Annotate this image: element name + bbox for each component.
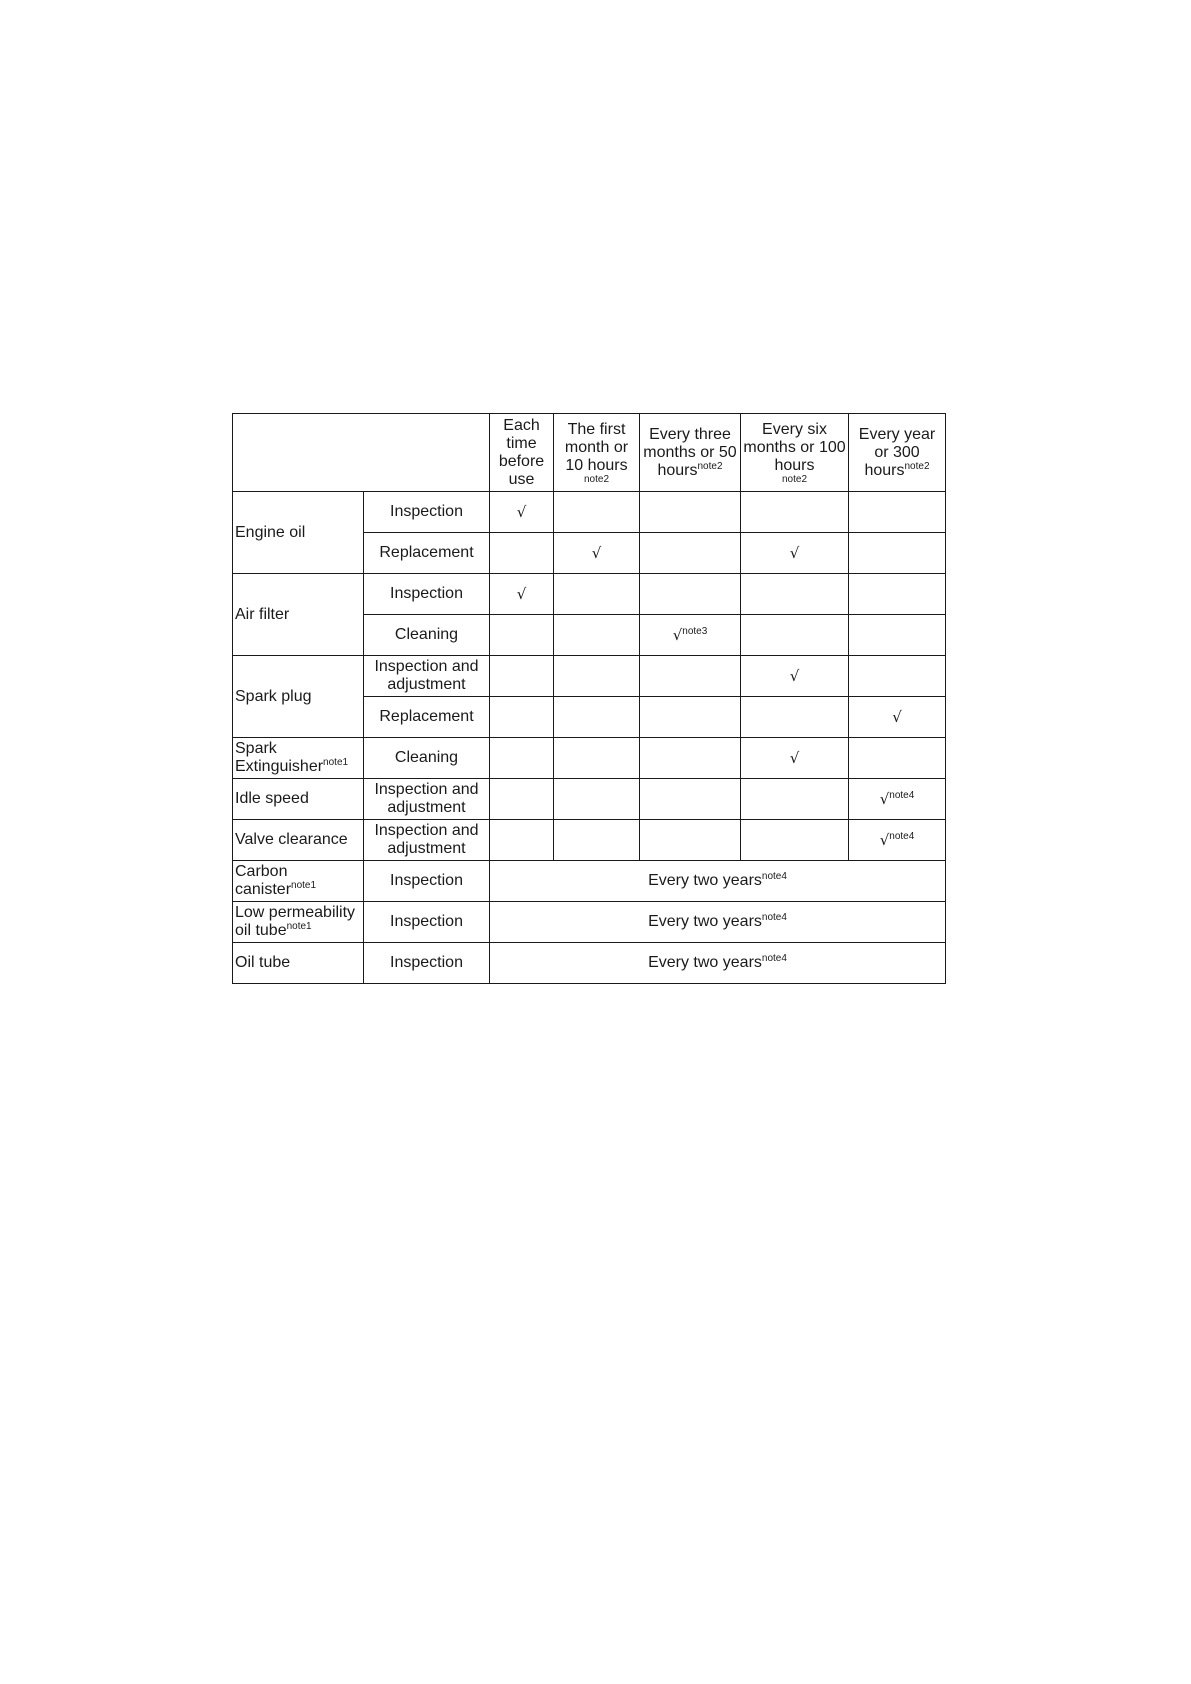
- empty-cell: [554, 656, 640, 697]
- empty-cell: [640, 697, 741, 738]
- empty-cell: [741, 574, 849, 615]
- item-engine-oil: Engine oil: [233, 492, 364, 574]
- empty-cell: [849, 533, 946, 574]
- action-spark-extinguisher-cleaning: Cleaning: [364, 738, 490, 779]
- check-mark: √: [741, 533, 849, 574]
- item-valve-clearance: Valve clearance: [233, 820, 364, 861]
- action-low-permeability-oil-tube: Inspection: [364, 902, 490, 943]
- action-idle-speed: Inspection and adjustment: [364, 779, 490, 820]
- empty-cell: [554, 779, 640, 820]
- maintenance-schedule-table: [232, 413, 946, 984]
- empty-cell: [490, 697, 554, 738]
- header-every-year: Every year or 300 hours$^{note2}$: [849, 414, 946, 492]
- empty-cell: [849, 738, 946, 779]
- header-each-time: Each time before use: [490, 414, 554, 492]
- empty-cell: [554, 615, 640, 656]
- table-row: [233, 902, 946, 943]
- empty-cell: [640, 738, 741, 779]
- empty-cell: [741, 615, 849, 656]
- empty-cell: [554, 574, 640, 615]
- header-row: [233, 414, 946, 492]
- empty-cell: [849, 492, 946, 533]
- item-spark-extinguisher: Spark Extinguisher$^{note1}$: [233, 738, 364, 779]
- empty-cell: [741, 779, 849, 820]
- check-mark: √$^{note3}$: [640, 615, 741, 656]
- empty-cell: [640, 779, 741, 820]
- header-six-months: Every six months or 100 hours note2: [741, 414, 849, 492]
- check-mark: √: [741, 656, 849, 697]
- empty-cell: [640, 656, 741, 697]
- empty-cell: [640, 820, 741, 861]
- check-mark: √: [554, 533, 640, 574]
- item-low-permeability-oil-tube: Low permeability oil tube$^{note1}$: [233, 902, 364, 943]
- action-valve-clearance: Inspection and adjustment: [364, 820, 490, 861]
- header-three-months: Every three months or 50 hours$^{note2}$: [640, 414, 741, 492]
- check-mark: √: [849, 697, 946, 738]
- action-oil-tube: Inspection: [364, 943, 490, 984]
- empty-cell: [490, 656, 554, 697]
- action-air-filter-inspection: Inspection: [364, 574, 490, 615]
- interval-low-permeability-oil-tube: Every two years$^{note4}$: [490, 902, 946, 943]
- empty-cell: [640, 492, 741, 533]
- empty-cell: [554, 492, 640, 533]
- empty-cell: [554, 697, 640, 738]
- item-spark-plug: Spark plug: [233, 656, 364, 738]
- check-mark: √$^{note4}$: [849, 820, 946, 861]
- table-row: [233, 943, 946, 984]
- empty-cell: [640, 533, 741, 574]
- action-engine-oil-inspection: Inspection: [364, 492, 490, 533]
- header-first-month: The first month or 10 hours note2: [554, 414, 640, 492]
- header-blank-cell: [233, 414, 490, 492]
- item-oil-tube: Oil tube: [233, 943, 364, 984]
- action-spark-plug-inspection: Inspection and adjustment: [364, 656, 490, 697]
- empty-cell: [490, 615, 554, 656]
- table-row: [233, 779, 946, 820]
- empty-cell: [741, 697, 849, 738]
- check-mark: √$^{note4}$: [849, 779, 946, 820]
- empty-cell: [554, 820, 640, 861]
- empty-cell: [490, 820, 554, 861]
- interval-carbon-canister: Every two years$^{note4}$: [490, 861, 946, 902]
- empty-cell: [490, 738, 554, 779]
- action-air-filter-cleaning: Cleaning: [364, 615, 490, 656]
- table-row: [233, 738, 946, 779]
- item-carbon-canister: Carbon canister$^{note1}$: [233, 861, 364, 902]
- empty-cell: [741, 492, 849, 533]
- check-mark: √: [490, 574, 554, 615]
- empty-cell: [640, 574, 741, 615]
- action-spark-plug-replacement: Replacement: [364, 697, 490, 738]
- empty-cell: [849, 615, 946, 656]
- table-row: [233, 656, 946, 697]
- table-row: [233, 574, 946, 615]
- table-row: [233, 820, 946, 861]
- check-mark: √: [741, 738, 849, 779]
- item-air-filter: Air filter: [233, 574, 364, 656]
- interval-oil-tube: Every two years$^{note4}$: [490, 943, 946, 984]
- empty-cell: [741, 820, 849, 861]
- table-row: [233, 861, 946, 902]
- empty-cell: [849, 656, 946, 697]
- item-idle-speed: Idle speed: [233, 779, 364, 820]
- empty-cell: [490, 779, 554, 820]
- action-carbon-canister: Inspection: [364, 861, 490, 902]
- action-engine-oil-replacement: Replacement: [364, 533, 490, 574]
- check-mark: √: [490, 492, 554, 533]
- empty-cell: [554, 738, 640, 779]
- table-row: [233, 492, 946, 533]
- empty-cell: [849, 574, 946, 615]
- empty-cell: [490, 533, 554, 574]
